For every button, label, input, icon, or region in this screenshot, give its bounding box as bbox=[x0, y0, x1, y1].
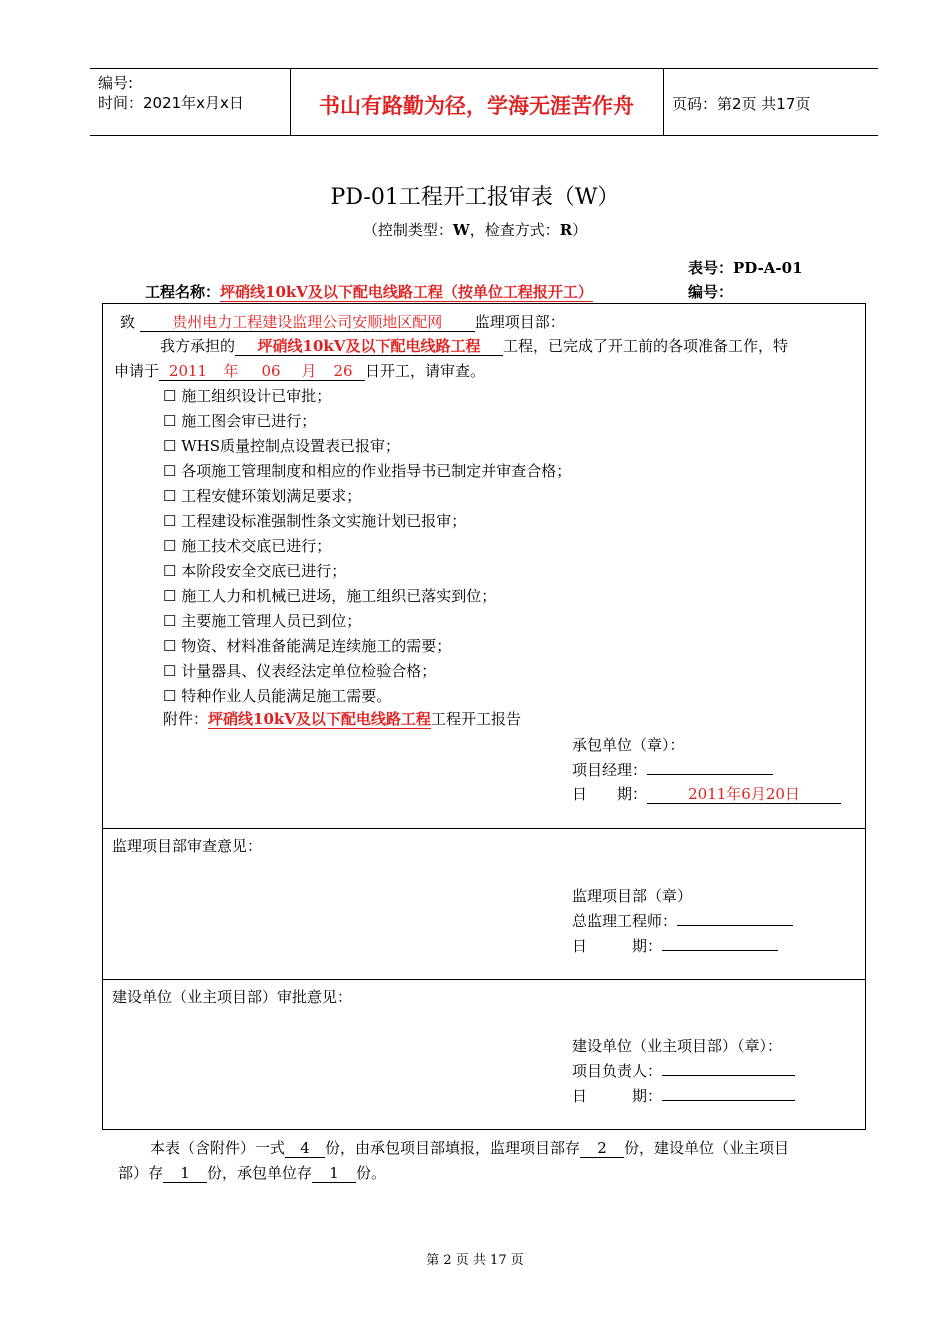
checkbox-icon: ☐ bbox=[163, 437, 177, 455]
checkbox-icon: ☐ bbox=[163, 387, 177, 405]
contractor-seal-label: 承包单位（章）： bbox=[572, 736, 685, 754]
checklist-item[interactable]: ☐ 工程安健环策划满足要求； bbox=[163, 487, 362, 505]
owner-date-line: 日 期： bbox=[572, 1085, 795, 1106]
form-number: 表号：PD-A-01 bbox=[688, 259, 803, 277]
supervisor-review-heading: 监理项目部审查意见： bbox=[112, 837, 263, 855]
checkbox-icon: ☐ bbox=[163, 512, 177, 530]
doc-title: PD-01工程开工报审表（W） bbox=[330, 185, 620, 210]
page-footer: 第 2 页 共 17 页 bbox=[426, 1253, 524, 1268]
checklist-item[interactable]: ☐ 施工图会审已进行； bbox=[163, 412, 317, 430]
project-leader-line: 项目负责人： bbox=[572, 1060, 795, 1081]
checkbox-icon: ☐ bbox=[163, 612, 177, 630]
contractor-date-value[interactable]: 2011年6月20日 bbox=[647, 786, 841, 804]
start-year: 2011 bbox=[159, 363, 217, 381]
header-divider-right bbox=[663, 68, 664, 135]
statement-line-2: 申请于 2011 年 06 月 26 日开工，请审查。 bbox=[114, 362, 486, 380]
header-page-label: 页码：第2页 共17页 bbox=[672, 95, 811, 113]
owner-date-field[interactable] bbox=[662, 1086, 795, 1101]
checklist-item[interactable]: ☐ 本阶段安全交底已进行； bbox=[163, 562, 347, 580]
project-manager-field[interactable] bbox=[647, 760, 773, 775]
checkbox-icon: ☐ bbox=[163, 587, 177, 605]
attachment-line: 附件：坪硝线10kV及以下配电线路工程工程开工报告 bbox=[163, 710, 521, 728]
checklist-item[interactable]: ☐ 工程建设标准强制性条文实施计划已报审； bbox=[163, 512, 467, 530]
checklist-item[interactable]: ☐ 主要施工管理人员已到位； bbox=[163, 612, 362, 630]
project-manager-line: 项目经理： bbox=[572, 759, 773, 780]
project-label: 工程名称： bbox=[145, 283, 221, 301]
checklist-item[interactable]: ☐ 施工组织设计已审批； bbox=[163, 387, 332, 405]
copies-note-line-2: 部）存 1 份，承包单位存 1 份。 bbox=[118, 1164, 387, 1182]
project-name: 坪硝线10kV及以下配电线路工程（按单位工程报开工） bbox=[220, 283, 593, 301]
checkbox-icon: ☐ bbox=[163, 562, 177, 580]
attachment-project: 坪硝线10kV及以下配电线路工程 bbox=[208, 710, 431, 728]
checkbox-icon: ☐ bbox=[163, 687, 177, 705]
checkbox-icon: ☐ bbox=[163, 412, 177, 430]
checklist-item[interactable]: ☐ 各项施工管理制度和相应的作业指导书已制定并审查合格； bbox=[163, 462, 572, 480]
checklist-item[interactable]: ☐ 施工技术交底已进行； bbox=[163, 537, 332, 555]
start-day: 26 bbox=[321, 363, 365, 381]
checklist-item[interactable]: ☐ 物资、材料准备能满足连续施工的需要； bbox=[163, 637, 452, 655]
project-leader-field[interactable] bbox=[662, 1061, 795, 1076]
chief-supervisor-line: 总监理工程师： bbox=[572, 910, 793, 931]
checklist-item[interactable]: ☐ WHS质量控制点设置表已报审； bbox=[163, 437, 401, 455]
checklist-item[interactable]: ☐ 计量器具、仪表经法定单位检验合格； bbox=[163, 662, 437, 680]
checklist bbox=[163, 384, 571, 709]
statement-line-1: 我方承担的 坪硝线10kV及以下配电线路工程 工程，已完成了开工前的各项准备工作，特 bbox=[160, 337, 789, 355]
year-unit: 年 bbox=[217, 363, 245, 381]
checkbox-icon: ☐ bbox=[163, 462, 177, 480]
checkbox-icon: ☐ bbox=[163, 537, 177, 555]
contractor-date-line: 日 期： 2011年6月20日 bbox=[572, 783, 841, 804]
project-row bbox=[145, 281, 593, 302]
code-label: 编号： bbox=[688, 283, 734, 301]
month-unit: 月 bbox=[297, 363, 321, 381]
header-bottom-rule bbox=[90, 135, 878, 136]
header-time-label: 时间：2021年x月x日 bbox=[98, 94, 244, 112]
header-top-rule bbox=[90, 68, 878, 69]
supervisor-date-line: 日 期： bbox=[572, 935, 778, 956]
checklist-item[interactable]: ☐ 特种作业人员能满足施工需要。 bbox=[163, 687, 392, 705]
checklist-item[interactable]: ☐ 施工人力和机械已进场，施工组织已落实到位； bbox=[163, 587, 497, 605]
addressee-line: 致 贵州电力工程建设监理公司安顺地区配网 监理项目部： bbox=[120, 313, 565, 331]
owner-approval-heading: 建设单位（业主项目部）审批意见： bbox=[112, 988, 353, 1006]
supervisor-date-field[interactable] bbox=[662, 936, 778, 951]
chief-supervisor-field[interactable] bbox=[677, 911, 793, 926]
copies-note-line-1: 本表（含附件）一式 4 份，由承包项目部填报，监理项目部存 2 份，建设单位（业主项目 bbox=[150, 1139, 790, 1157]
addressee-unit: 贵州电力工程建设监理公司安顺地区配网 bbox=[140, 314, 475, 332]
doc-subtitle: （控制类型：W，检查方式：R） bbox=[362, 221, 588, 239]
start-month: 06 bbox=[245, 363, 297, 381]
checkbox-icon: ☐ bbox=[163, 662, 177, 680]
checkbox-icon: ☐ bbox=[163, 637, 177, 655]
statement-project: 坪硝线10kV及以下配电线路工程 bbox=[235, 338, 503, 356]
supervisor-dept-seal-label: 监理项目部（章） bbox=[572, 887, 693, 905]
header-number-label: 编号: bbox=[98, 74, 134, 92]
header-slogan: 书山有路勤为径，学海无涯苦作舟 bbox=[319, 94, 634, 118]
owner-unit-seal-label: 建设单位（业主项目部）（章）： bbox=[572, 1037, 783, 1055]
checkbox-icon: ☐ bbox=[163, 487, 177, 505]
